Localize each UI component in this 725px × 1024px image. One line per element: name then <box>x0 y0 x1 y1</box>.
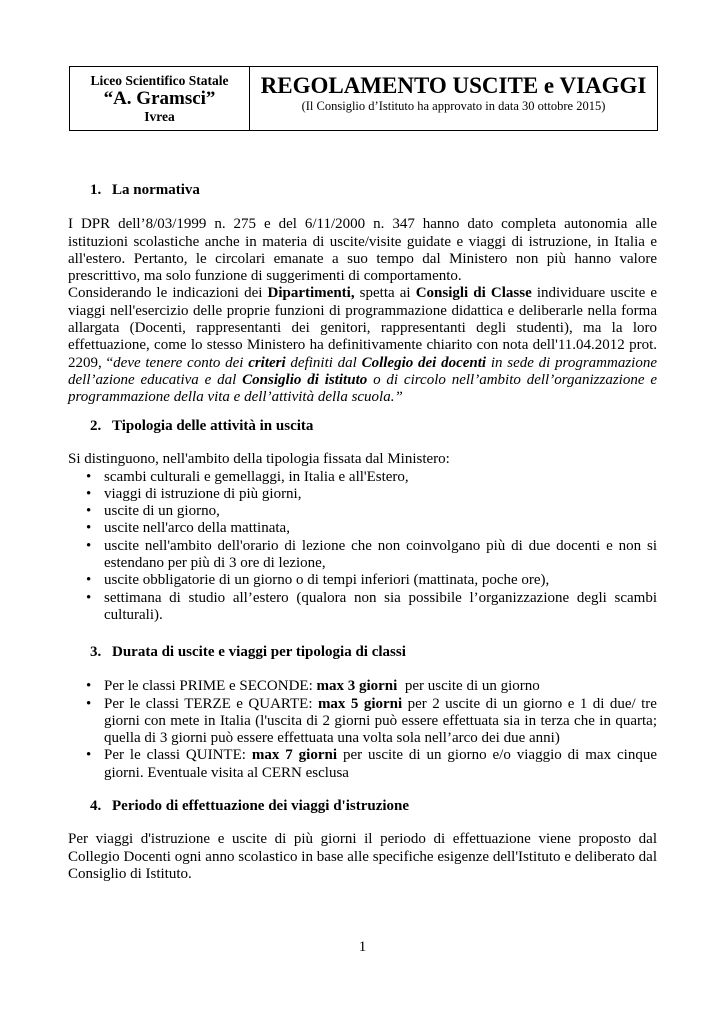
list-item <box>68 486 657 503</box>
list-item <box>68 747 657 782</box>
school-city: Ivrea <box>144 109 175 124</box>
list-item <box>68 538 657 573</box>
item-text: uscite nell'ambito dell'orario di lezione che non coinvolgano più di due docenti e non si estendano per più di 3 ore di lezione, <box>104 537 657 572</box>
section-heading <box>68 182 657 199</box>
section-heading <box>68 418 657 435</box>
bullet-icon: • <box>86 485 92 502</box>
list-item <box>68 678 657 695</box>
bullet-icon: • <box>86 695 92 712</box>
section-number: 4. <box>90 798 102 814</box>
bullet-list <box>68 678 657 782</box>
header-box <box>69 66 658 131</box>
section-heading <box>68 798 657 815</box>
text: deve tenere conto dei <box>113 354 249 371</box>
section-number: 1. <box>90 182 102 198</box>
paragraph: Per viaggi d'istruzione e uscite di più giorni il periodo di effettuazione viene proposto dal Collegio Docenti ogni anno scolastico in base alle specifiche esigenze dell'Istituto e deliberato dal Consiglio di Istituto. <box>68 831 657 882</box>
section-title: La normativa <box>112 182 200 198</box>
bullet-icon: • <box>86 468 92 485</box>
text: o di circolo nell’ambito dell’organizzazione e programmazione della vita e dell’attività della scuola.” <box>68 371 657 406</box>
bullet-icon: • <box>86 678 92 695</box>
bullet-icon: • <box>86 537 92 554</box>
text-bold: criteri <box>248 354 286 371</box>
title-block <box>250 67 657 130</box>
section-1 <box>68 182 657 407</box>
item-text: Per le classi PRIME e SECONDE: <box>104 678 317 695</box>
section-title: Tipologia delle attività in uscita <box>112 418 314 434</box>
section-3 <box>68 644 657 782</box>
paragraph <box>68 285 657 406</box>
page-number: 1 <box>358 939 367 955</box>
section-heading <box>68 644 657 661</box>
text: in sede di programmazione dell’azione educativa e dal <box>68 354 657 388</box>
quote <box>68 355 657 406</box>
school-type: Liceo Scientifico Statale <box>90 73 229 88</box>
item-limit: max 7 giorni <box>251 747 338 764</box>
paragraph: Si distinguono, nell'ambito della tipologia fissata dal Ministero: <box>68 451 450 468</box>
item-text: per uscite di un giorno e/o viaggio di max cinque giorni. Eventuale visita al CERN esclusa <box>104 747 657 781</box>
item-text: uscite obbligatorie di un giorno o di tempi inferiori (mattinata, poche ore), <box>104 572 550 589</box>
item-text: per 2 uscite di un giorno e 1 di due/ tre giorni con mete in Italia (l'uscita di 2 giorni può essere effettuata sia in terza che in quarta; quella di 3 giorni può essere effettuata una volta sola nell’arco dei due anni) <box>104 695 657 747</box>
list-item <box>68 469 657 486</box>
item-text: Per le classi QUINTE: <box>104 747 252 764</box>
bullet-icon: • <box>86 503 92 520</box>
text: individuare uscite e viaggi nell'esercizio delle proprie funzioni di programmazione didattica e deliberarle nella forma allargata (Docenti, rappresentanti dei genitori, rappresentanti degli studenti), ma la loro effettuazione, come lo stesso Ministero ha definitivamente chiarito con nota dell'11.04.2012 prot. 2209, “ <box>68 285 657 371</box>
item-text: scambi culturali e gemellaggi, in Italia e all'Estero, <box>104 468 409 485</box>
bullet-icon: • <box>86 520 92 537</box>
section-number: 2. <box>90 418 102 434</box>
paragraph: I DPR dell’8/03/1999 n. 275 e del 6/11/2000 n. 347 hanno dato completa autonomia alle istituzioni scolastiche anche in materia di uscite/visite guidate e viaggi di istruzione, in Italia e all'estero. Pertanto, le circolari emanate a suo tempo dal Ministero non più hanno valore prescrittivo, ma solo funzione di suggerimenti di comportamento. <box>68 216 657 285</box>
text: definiti dal <box>285 354 362 371</box>
section-2 <box>68 418 657 624</box>
item-text: settimana di studio all’estero (qualora non sia possibile l’organizzazione degli scambi culturali). <box>104 589 657 623</box>
section-title: Durata di uscite e viaggi per tipologia di classi <box>112 644 406 660</box>
school-info <box>70 67 250 130</box>
list-item <box>68 590 657 625</box>
text-bold: Collegio dei docenti <box>361 354 487 371</box>
bullet-icon: • <box>86 589 92 606</box>
section-title: Periodo di effettuazione dei viaggi d'istruzione <box>112 798 410 814</box>
document-subtitle: (Il Consiglio d’Istituto ha approvato in data 30 ottobre 2015) <box>301 99 606 113</box>
item-text: Per le classi TERZE e QUARTE: <box>104 695 318 712</box>
bullet-icon: • <box>86 572 92 589</box>
item-text: viaggi di istruzione di più giorni, <box>104 485 302 502</box>
bullet-list <box>68 469 657 625</box>
list-item <box>68 503 657 520</box>
document-title: REGOLAMENTO USCITE e VIAGGI <box>260 73 647 98</box>
text-bold: Consiglio di istituto <box>242 371 368 388</box>
item-limit: max 5 giorni <box>317 695 403 712</box>
list-item <box>68 520 657 537</box>
text: Considerando le indicazioni dei <box>68 285 268 302</box>
list-item <box>68 572 657 589</box>
text-bold: Dipartimenti, <box>267 285 355 302</box>
section-4 <box>68 798 657 883</box>
school-name: “A. Gramsci” <box>103 88 216 109</box>
item-text: uscite nell'arco della mattinata, <box>104 520 290 537</box>
bullet-icon: • <box>86 747 92 764</box>
item-limit: max 3 giorni <box>316 678 398 695</box>
item-text: per uscite di un giorno <box>397 678 540 695</box>
item-text: uscite di un giorno, <box>104 503 220 520</box>
text-bold: Consigli di Classe <box>415 285 532 302</box>
section-number: 3. <box>90 644 102 660</box>
list-item <box>68 696 657 748</box>
text: spetta ai <box>354 285 416 302</box>
